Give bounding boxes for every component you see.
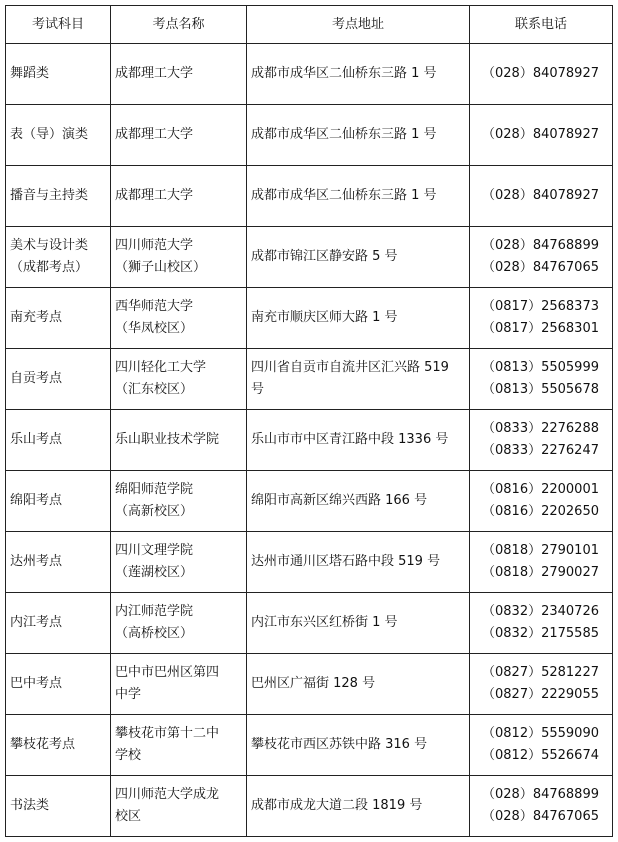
site-address-cell: 成都市成华区二仙桥东三路 1 号: [247, 166, 470, 227]
phone-cell: [470, 715, 613, 776]
site-name-cell: [111, 166, 247, 227]
site-name-cell-line: 四川轻化工大学: [115, 360, 207, 375]
site-name-cell: [111, 715, 247, 776]
phone-cell-line: （028）84767065: [482, 809, 599, 824]
site-name-cell-line: 乐山职业技术学院: [115, 432, 220, 447]
phone-cell-line: （0833）2276247: [482, 443, 599, 458]
subject-cell-line: （成都考点）: [10, 260, 89, 275]
site-name-cell: [111, 288, 247, 349]
phone-cell-line: （0832）2175585: [482, 626, 599, 641]
table-row: [6, 349, 613, 410]
subject-cell: [6, 471, 111, 532]
phone-cell-line: （0833）2276288: [482, 421, 599, 436]
site-name-cell-line: 西华师范大学: [115, 299, 194, 314]
phone-cell: [470, 105, 613, 166]
site-name-cell: [111, 227, 247, 288]
header-subject: 考试科目: [6, 6, 111, 44]
site-name-cell-line: 四川师范大学: [115, 238, 194, 253]
site-name-cell: [111, 471, 247, 532]
site-name-cell-line: （华凤校区）: [115, 321, 194, 336]
table-row: [6, 166, 613, 227]
phone-cell-line: （0816）2200001: [482, 482, 599, 497]
subject-cell-line: 播音与主持类: [10, 188, 89, 203]
subject-cell-line: 达州考点: [10, 554, 63, 569]
site-address-cell: 内江市东兴区红桥街 1 号: [247, 593, 470, 654]
phone-cell: [470, 227, 613, 288]
site-name-cell: [111, 593, 247, 654]
phone-cell-line: （0818）2790027: [482, 565, 599, 580]
site-name-cell-line: 校区: [115, 809, 142, 824]
site-name-cell: [111, 654, 247, 715]
table-row: [6, 593, 613, 654]
phone-cell-line: （0818）2790101: [482, 543, 599, 558]
site-address-cell: 绵阳市高新区绵兴西路 166 号: [247, 471, 470, 532]
table-row: [6, 471, 613, 532]
subject-cell: [6, 166, 111, 227]
table-row: [6, 227, 613, 288]
site-name-cell: [111, 44, 247, 105]
subject-cell: [6, 654, 111, 715]
phone-cell: [470, 532, 613, 593]
subject-cell-line: 表（导）演类: [10, 127, 89, 142]
header-phone: 联系电话: [470, 6, 613, 44]
table-row: [6, 776, 613, 837]
site-name-cell-line: 内江师范学院: [115, 604, 194, 619]
phone-cell-line: （0816）2202650: [482, 504, 599, 519]
site-address-cell: 达州市通川区塔石路中段 519 号: [247, 532, 470, 593]
exam-sites-table: [5, 5, 613, 837]
subject-cell: [6, 532, 111, 593]
table-row: [6, 105, 613, 166]
phone-cell: [470, 166, 613, 227]
site-address-cell: 乐山市市中区青江路中段 1336 号: [247, 410, 470, 471]
table-body: [6, 44, 613, 837]
site-name-cell-line: （狮子山校区）: [115, 260, 207, 275]
site-name-cell-line: 成都理工大学: [115, 188, 194, 203]
phone-cell-line: （0813）5505678: [482, 382, 599, 397]
subject-cell: [6, 288, 111, 349]
site-address-cell: 成都市成华区二仙桥东三路 1 号: [247, 44, 470, 105]
site-name-cell: [111, 105, 247, 166]
site-address-cell: 成都市成华区二仙桥东三路 1 号: [247, 105, 470, 166]
site-name-cell-line: 学校: [115, 748, 142, 763]
header-site-address: 考点地址: [247, 6, 470, 44]
table-row: [6, 715, 613, 776]
site-name-cell: [111, 776, 247, 837]
phone-cell-line: （0817）2568373: [482, 299, 599, 314]
phone-cell: [470, 44, 613, 105]
phone-cell-line: （028）84768899: [482, 787, 599, 802]
subject-cell-line: 南充考点: [10, 310, 63, 325]
phone-cell-line: （0813）5505999: [482, 360, 599, 375]
table-row: [6, 532, 613, 593]
site-address-cell: 四川省自贡市自流井区汇兴路 519 号: [247, 349, 470, 410]
phone-cell: [470, 776, 613, 837]
phone-cell-line: （028）84767065: [482, 260, 599, 275]
site-name-cell-line: （汇东校区）: [115, 382, 194, 397]
table-row: [6, 410, 613, 471]
subject-cell-line: 巴中考点: [10, 676, 63, 691]
subject-cell: [6, 715, 111, 776]
table-row: [6, 288, 613, 349]
site-name-cell-line: 巴中市巴州区第四: [115, 665, 220, 680]
phone-cell-line: （0812）5526674: [482, 748, 599, 763]
table-row: [6, 44, 613, 105]
subject-cell: [6, 776, 111, 837]
site-name-cell-line: 四川文理学院: [115, 543, 194, 558]
subject-cell: [6, 105, 111, 166]
subject-cell-line: 绵阳考点: [10, 493, 63, 508]
phone-cell-line: （028）84078927: [482, 188, 599, 203]
subject-cell-line: 攀枝花考点: [10, 737, 76, 752]
site-name-cell-line: 成都理工大学: [115, 66, 194, 81]
subject-cell: [6, 44, 111, 105]
phone-cell-line: （0832）2340726: [482, 604, 599, 619]
subject-cell-line: 内江考点: [10, 615, 63, 630]
subject-cell: [6, 349, 111, 410]
phone-cell: [470, 410, 613, 471]
header-site-name: 考点名称: [111, 6, 247, 44]
phone-cell-line: （0827）5281227: [482, 665, 599, 680]
subject-cell-line: 舞蹈类: [10, 66, 50, 81]
site-address-cell: 攀枝花市西区苏铁中路 316 号: [247, 715, 470, 776]
phone-cell-line: （028）84078927: [482, 127, 599, 142]
phone-cell: [470, 654, 613, 715]
site-name-cell-line: 中学: [115, 687, 142, 702]
table-header-row: [6, 6, 613, 44]
site-name-cell: [111, 532, 247, 593]
phone-cell-line: （0827）2229055: [482, 687, 599, 702]
subject-cell-line: 书法类: [10, 798, 50, 813]
phone-cell-line: （0817）2568301: [482, 321, 599, 336]
phone-cell-line: （0812）5559090: [482, 726, 599, 741]
subject-cell: [6, 410, 111, 471]
subject-cell-line: 美术与设计类: [10, 238, 89, 253]
site-address-cell: 南充市顺庆区师大路 1 号: [247, 288, 470, 349]
phone-cell: [470, 349, 613, 410]
site-name-cell-line: 攀枝花市第十二中: [115, 726, 220, 741]
phone-cell-line: （028）84768899: [482, 238, 599, 253]
subject-cell: [6, 593, 111, 654]
site-name-cell: [111, 349, 247, 410]
site-name-cell-line: 四川师范大学成龙: [115, 787, 220, 802]
phone-cell: [470, 593, 613, 654]
site-name-cell-line: 绵阳师范学院: [115, 482, 194, 497]
site-name-cell-line: 成都理工大学: [115, 127, 194, 142]
table-row: [6, 654, 613, 715]
phone-cell-line: （028）84078927: [482, 66, 599, 81]
site-address-cell: 巴州区广福街 128 号: [247, 654, 470, 715]
site-name-cell-line: （莲湖校区）: [115, 565, 194, 580]
subject-cell: [6, 227, 111, 288]
site-address-cell: 成都市成龙大道二段 1819 号: [247, 776, 470, 837]
site-name-cell-line: （高桥校区）: [115, 626, 194, 641]
site-name-cell-line: （高新校区）: [115, 504, 194, 519]
site-address-cell: 成都市锦江区静安路 5 号: [247, 227, 470, 288]
phone-cell: [470, 471, 613, 532]
subject-cell-line: 乐山考点: [10, 432, 63, 447]
subject-cell-line: 自贡考点: [10, 371, 63, 386]
site-name-cell: [111, 410, 247, 471]
phone-cell: [470, 288, 613, 349]
